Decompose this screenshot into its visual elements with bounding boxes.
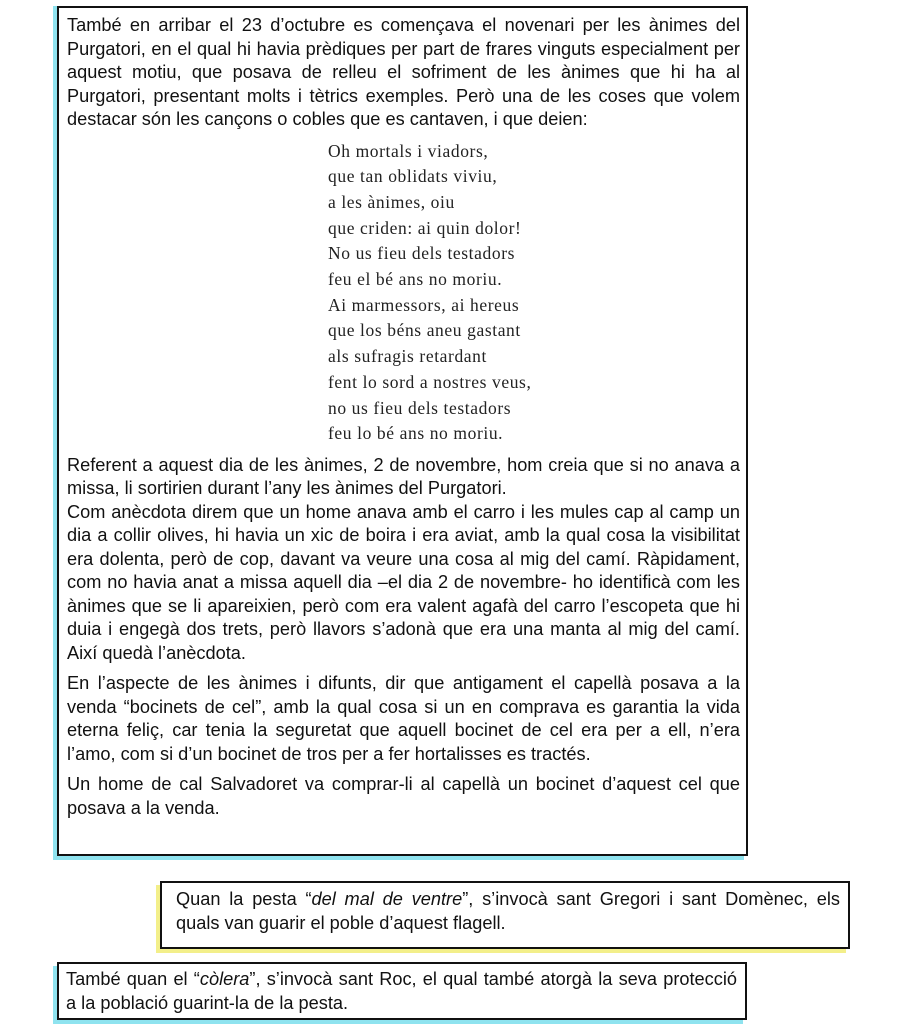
main-text-box [57,6,748,856]
cholera-text-box [57,962,747,1020]
paragraph-dia-animes: Referent a aquest dia de les ànimes, 2 de novembre, hom creia que si no anava a missa, li sortirien durant l’any les ànimes del Purgatori. [67,454,740,499]
poem-line: als sufragis retardant [328,346,487,367]
pest-text-end: ”, s’invocà sant Gregori i sant Domènec, els quals van guarir el poble d’aquest flagell. [176,889,840,933]
pest-text-start: Quan la pesta “ [176,889,312,909]
poem-line: Ai marmessors, ai hereus [328,294,520,315]
poem-line: Oh mortals i viadors, [328,140,489,161]
poem-line: fent lo sord a nostres veus, [328,371,532,392]
paragraph-novenari: També en arribar el 23 d’octubre es començava el novenari per les ànimes del Purgatori, en el qual hi havia prèdiques per part de frares vinguts especialment per aquest motiu, que posava de relleu el sofriment de les ànimes que hi ha al Purgatori, presentant molts i tètrics exemples. Però una de les coses que volem destacar són les cançons o cobles que es cantaven, i que deien: [67,15,740,129]
cholera-text-end: ”, s’invocà sant Roc, el qual també atorgà la seva protecció a la població guarint-la de la pesta. [66,969,738,1013]
paragraph-pesta [176,888,840,935]
poem-line: feu lo bé ans no moriu. [328,423,504,444]
pest-text-box [160,881,850,949]
paragraph-colera [66,968,737,1015]
cholera-italic: còlera [199,969,250,989]
poem-line: que criden: ai quin dolor! [328,217,522,238]
poem-line: No us fieu dels testadors [328,243,516,264]
pest-italic: del mal de ventre [311,889,463,909]
poem [328,139,740,447]
poem-line: que los béns aneu gastant [328,320,521,341]
cholera-text-start: També quan el “ [66,969,200,989]
paragraph-salvadoret: Un home de cal Salvadoret va comprar-li al capellà un bocinet d’aquest cel que posava a la venda. [67,774,740,818]
poem-line: a les ànimes, oiu [328,191,455,212]
paragraph-bocinets: En l’aspecte de les ànimes i difunts, dir que antigament el capellà posava a la venda “bocinets de cel”, amb la qual cosa si un en comprava es garantia la vida eterna feliç, car tenia la seguretat que aquell bocinet de cel era per a ell, n’era l’amo, com si d’un bocinet de tros per a fer hortalisses es tractés. [67,673,740,764]
poem-line: feu el bé ans no moriu. [328,269,503,290]
poem-line: no us fieu dels testadors [328,397,512,418]
paragraph-anecdota: Com anècdota direm que un home anava amb el carro i les mules cap al camp un dia a collir olives, hi havia un xic de boira i era aviat, amb la qual cosa la visibilitat era dolenta, però de cop, davant va veure una cosa al mig del camí. Ràpidament, com no havia anat a missa aquell dia –el dia 2 de novembre- ho identificà com les ànimes que se li apareixien, però com era valent agafà del carro l’escopeta que hi duia i engegà dos trets, però llavors s’adonà que era una manta al mig del camí. Així quedà l’anècdota. [67,501,740,663]
poem-line: que tan oblidats viviu, [328,166,498,187]
